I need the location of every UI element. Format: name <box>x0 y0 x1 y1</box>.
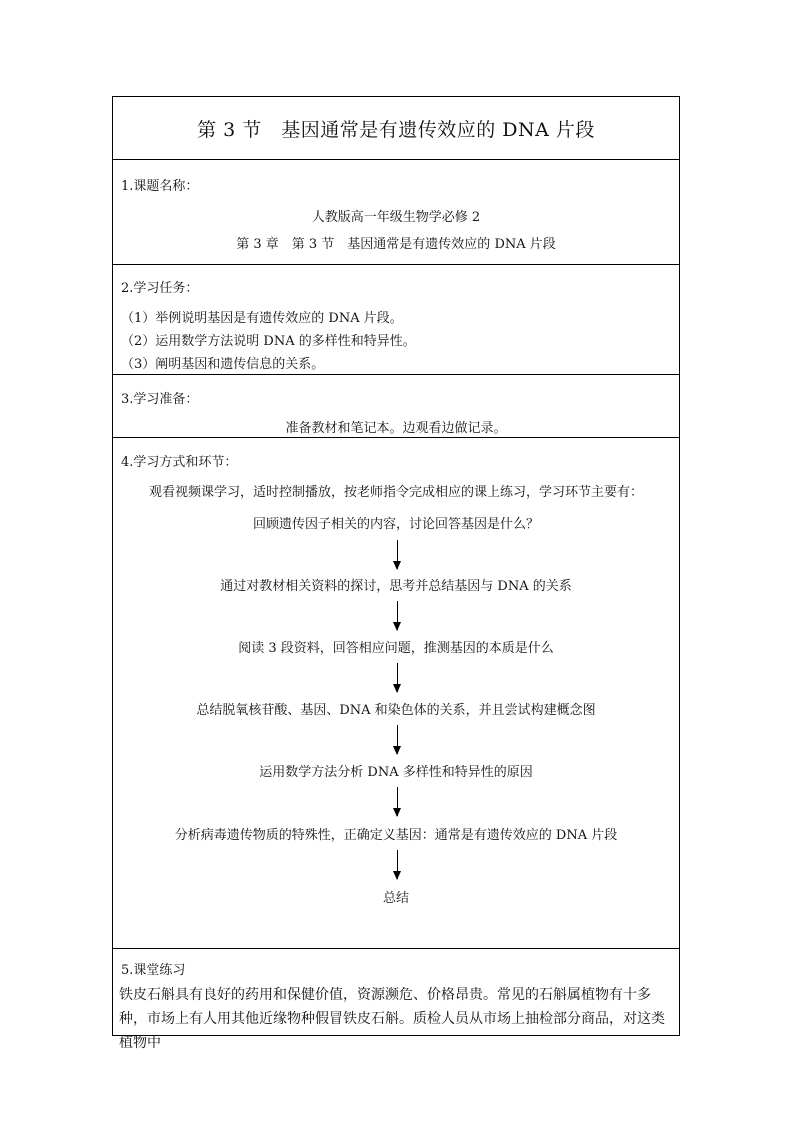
course-name-label: 1.课题名称： <box>121 179 199 194</box>
course-chapter: 第 3 章 第 3 节 基因通常是有遗传效应的 DNA 片段 <box>236 237 556 252</box>
down-arrow-icon <box>397 540 398 569</box>
practice-section <box>113 949 679 1051</box>
flow-step: 分析病毒遗传物质的特殊性，正确定义基因：通常是有遗传效应的 DNA 片段 <box>174 828 618 843</box>
practice-label: 5.课堂练习 <box>121 963 186 978</box>
learning-intro: 观看视频课学习，适时控制播放，按老师指令完成相应的课上练习，学习环节主要有： <box>148 485 643 500</box>
flow-step: 回顾遗传因子相关的内容，讨论回答基因是什么？ <box>252 517 539 532</box>
down-arrow-icon <box>397 601 398 630</box>
course-textbook: 人教版高一年级生物学必修 2 <box>311 210 481 225</box>
flow-step: 通过对教材相关资料的探讨，思考并总结基因与 DNA 的关系 <box>220 579 572 594</box>
flow-step: 运用数学方法分析 DNA 多样性和特异性的原因 <box>259 765 533 780</box>
course-name-section <box>113 160 679 265</box>
lesson-plan-table <box>112 96 680 1051</box>
preparation-text: 准备教材和笔记本。边观看边做记录。 <box>285 421 507 436</box>
title-row <box>113 97 679 160</box>
flow-step-summary: 总结 <box>382 891 409 906</box>
practice-text: 铁皮石斛具有良好的药用和保健价值，资源濒危、价格昂贵。常见的石斛属植物有十多种，市场上有人用其他近缘物种假冒铁皮石斛。质检人员从市场上抽检部分商品，对这类植物中 <box>119 987 665 1051</box>
flow-step: 阅读 3 段资料，回答相应问题，推测基因的本质是什么 <box>238 641 554 656</box>
flow-step: 总结脱氧核苷酸、基因、DNA 和染色体的关系，并且尝试构建概念图 <box>196 703 596 718</box>
down-arrow-icon <box>397 787 398 816</box>
down-arrow-icon <box>397 663 398 692</box>
preparation-label: 3.学习准备： <box>121 392 199 407</box>
page-title: 第 3 节 基因通常是有遗传效应的 DNA 片段 <box>197 118 595 141</box>
learning-steps-section <box>113 438 679 949</box>
learning-tasks-label: 2.学习任务： <box>121 281 199 296</box>
learning-steps-label: 4.学习方式和环节： <box>121 455 238 470</box>
down-arrow-icon <box>397 725 398 754</box>
task-item: （1）举例说明基因是有遗传效应的 DNA 片段。 <box>121 311 403 326</box>
down-arrow-icon <box>397 850 398 879</box>
task-item: （3）阐明基因和遗传信息的关系。 <box>121 357 325 372</box>
preparation-section <box>113 375 679 438</box>
task-item: （2）运用数学方法说明 DNA 的多样性和特异性。 <box>121 334 416 349</box>
learning-tasks-section <box>113 265 679 375</box>
